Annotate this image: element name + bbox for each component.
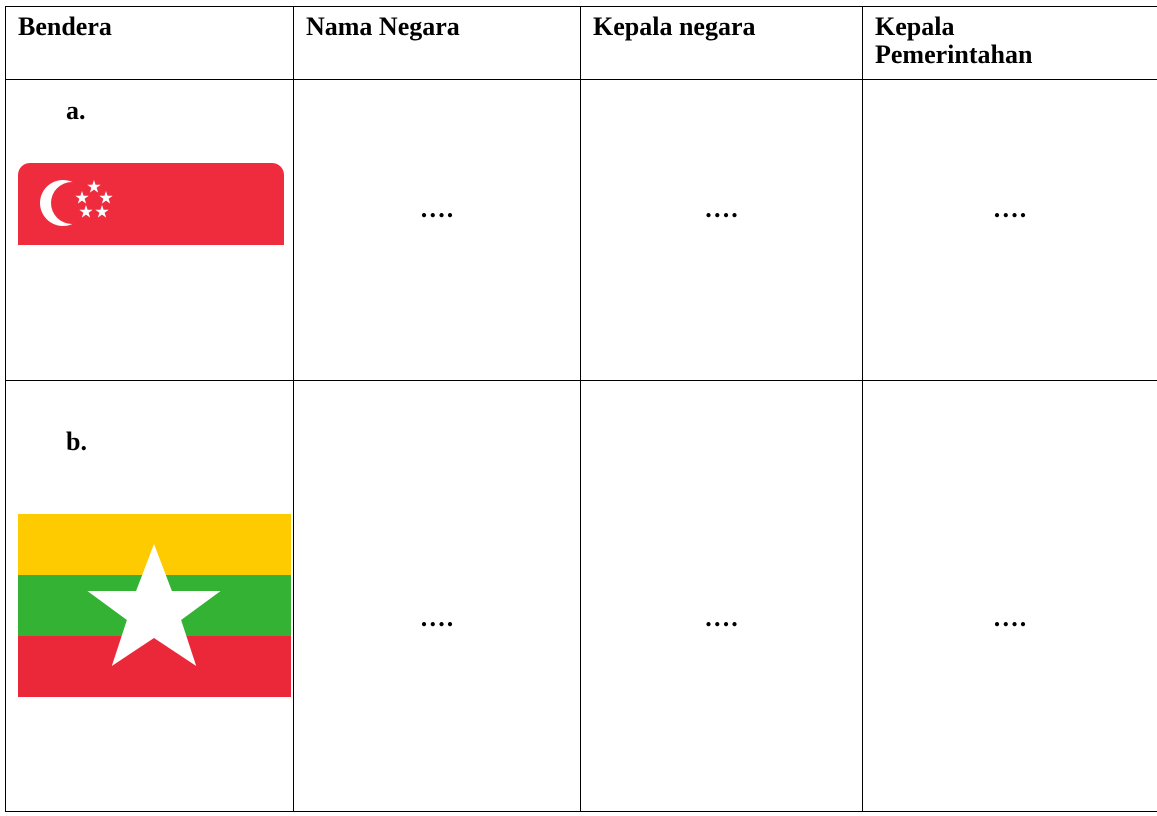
blank-answer: …. xyxy=(992,194,1028,223)
myanmar-flag-icon xyxy=(18,514,291,697)
flag-cell xyxy=(6,80,294,381)
header-kepala-negara: Kepala negara xyxy=(581,7,863,80)
header-nama-negara: Nama Negara xyxy=(294,7,581,80)
table-row xyxy=(6,381,1157,812)
kepala-pemerintahan-cell[interactable] xyxy=(863,80,1157,381)
header-row xyxy=(6,7,1157,80)
singapore-flag-icon xyxy=(18,163,284,355)
blank-answer: …. xyxy=(704,603,739,632)
nama-negara-cell[interactable] xyxy=(294,381,581,812)
row-letter: a. xyxy=(66,96,86,125)
table-row xyxy=(6,80,1157,381)
header-bendera: Bendera xyxy=(6,7,294,80)
flag-worksheet-table xyxy=(5,6,1157,812)
kepala-pemerintahan-cell[interactable] xyxy=(863,381,1157,812)
kepala-negara-cell[interactable] xyxy=(581,80,863,381)
kepala-negara-cell[interactable] xyxy=(581,381,863,812)
blank-answer: …. xyxy=(419,603,455,632)
nama-negara-cell[interactable] xyxy=(294,80,581,381)
blank-answer: …. xyxy=(419,194,455,223)
blank-answer: …. xyxy=(704,194,739,223)
blank-answer: …. xyxy=(992,603,1028,632)
row-letter: b. xyxy=(66,427,87,456)
flag-cell xyxy=(6,381,294,812)
header-kepala-pemerintahan: Kepala Pemerintahan xyxy=(863,7,1157,80)
